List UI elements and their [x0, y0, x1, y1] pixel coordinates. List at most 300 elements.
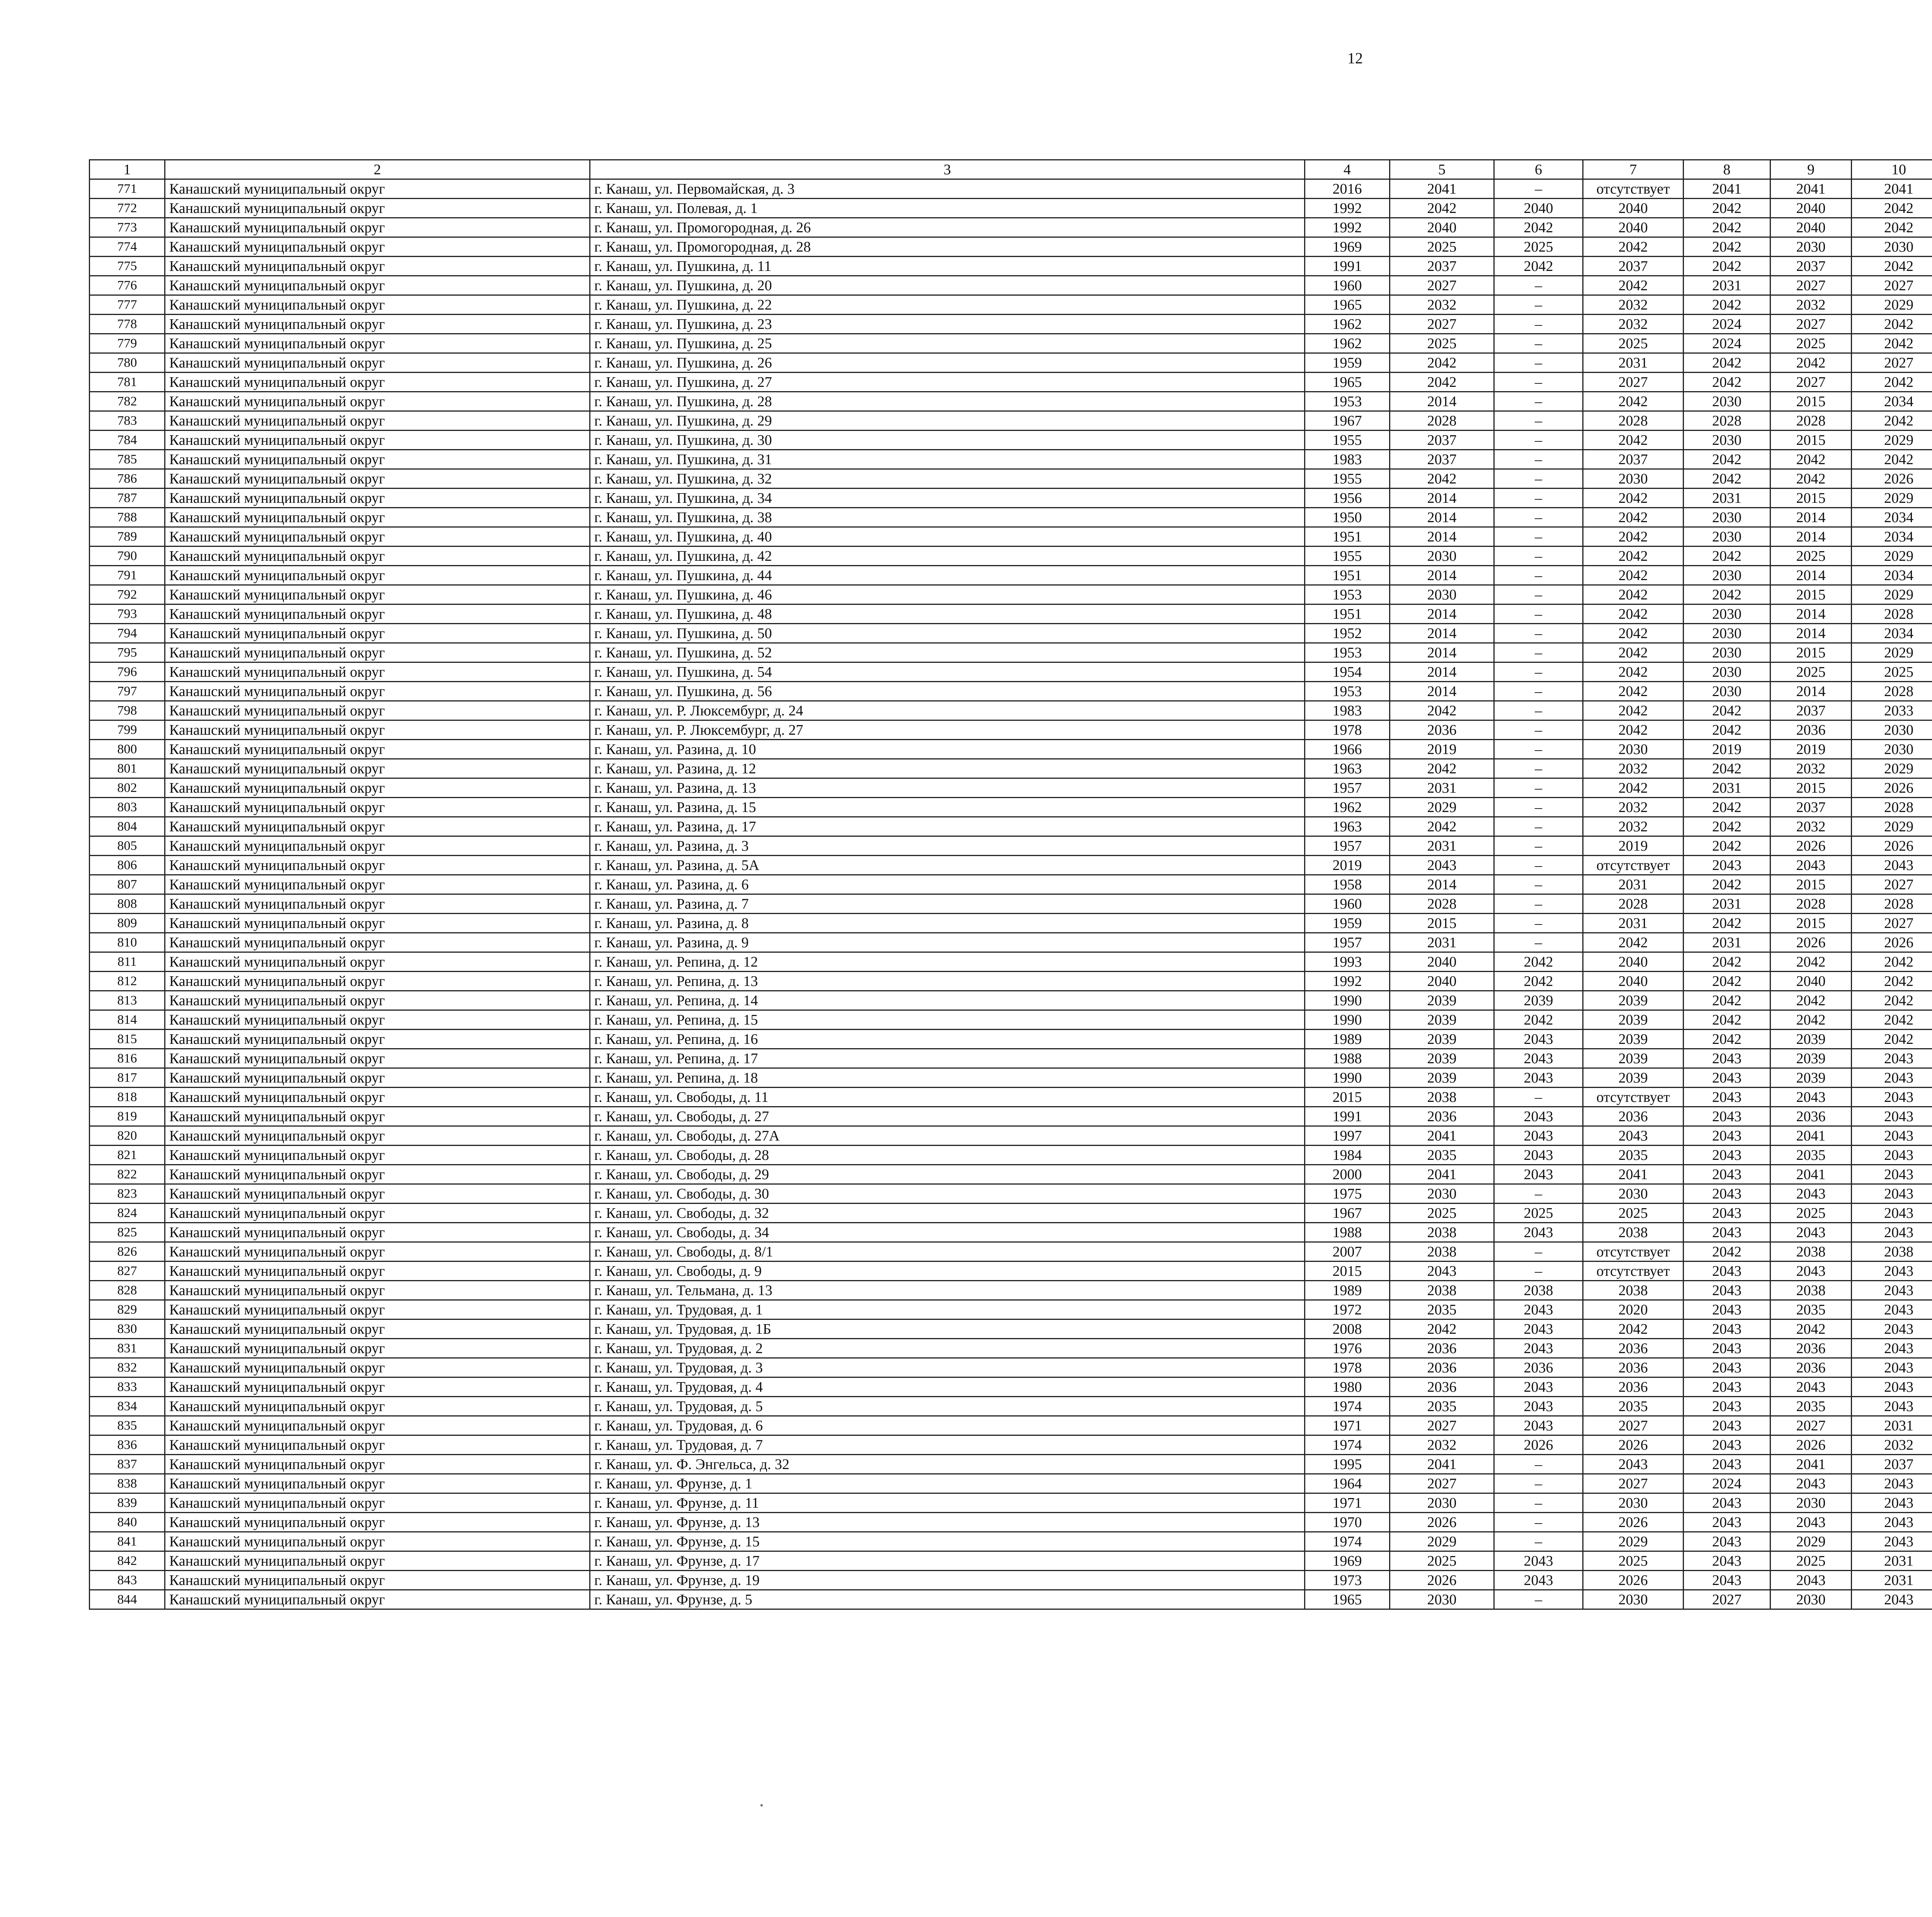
table-cell-col-2: Канашский муниципальный округ	[165, 392, 590, 411]
table-cell-col-2: Канашский муниципальный округ	[165, 1339, 590, 1358]
table-cell-col-5: 2014	[1390, 624, 1494, 643]
table-cell-col-8: 2043	[1684, 1416, 1770, 1435]
table-cell-col-3: г. Канаш, ул. Разина, д. 15	[590, 798, 1305, 817]
table-cell-col-9: 2026	[1770, 836, 1852, 856]
table-cell-col-10: 2031	[1852, 1571, 1932, 1590]
table-cell-col-10: 2028	[1852, 682, 1932, 701]
table-cell-col-3: г. Канаш, ул. Разина, д. 12	[590, 759, 1305, 778]
table-cell-col-7: 2028	[1583, 894, 1684, 914]
table-row	[90, 1474, 1932, 1493]
table-cell-col-6: –	[1494, 798, 1583, 817]
table-cell-col-5: 2014	[1390, 875, 1494, 894]
table-cell-col-6: –	[1494, 856, 1583, 875]
table-cell-col-3: г. Канаш, ул. Репина, д. 14	[590, 991, 1305, 1010]
table-cell-col-6: –	[1494, 1513, 1583, 1532]
table-cell-col-9: 2025	[1770, 546, 1852, 566]
table-cell-col-9: 2030	[1770, 237, 1852, 257]
table-cell-col-10: 2027	[1852, 875, 1932, 894]
table-cell-col-5: 2014	[1390, 508, 1494, 527]
table-cell-col-7: 2039	[1583, 1068, 1684, 1088]
table-cell-col-2: Канашский муниципальный округ	[165, 662, 590, 682]
table-cell-col-4: 1960	[1305, 276, 1390, 295]
table-cell-col-9: 2039	[1770, 1030, 1852, 1049]
table-cell-col-10: 2043	[1852, 1146, 1932, 1165]
table-row	[90, 315, 1932, 334]
table-cell-col-4: 2008	[1305, 1319, 1390, 1339]
table-cell-col-1: 801	[90, 759, 165, 778]
table-row	[90, 566, 1932, 585]
table-cell-col-7: 2041	[1583, 1165, 1684, 1184]
table-row	[90, 1513, 1932, 1532]
table-row	[90, 1416, 1932, 1435]
table-cell-col-9: 2029	[1770, 1532, 1852, 1551]
table-cell-col-1: 809	[90, 914, 165, 933]
table-cell-col-9: 2027	[1770, 276, 1852, 295]
table-cell-col-1: 778	[90, 315, 165, 334]
table-cell-col-3: г. Канаш, ул. Репина, д. 17	[590, 1049, 1305, 1068]
table-cell-col-2: Канашский муниципальный округ	[165, 1010, 590, 1030]
table-cell-col-3: г. Канаш, ул. Фрунзе, д. 5	[590, 1590, 1305, 1609]
table-cell-col-9: 2026	[1770, 933, 1852, 952]
table-cell-col-9: 2027	[1770, 1416, 1852, 1435]
table-cell-col-4: 1972	[1305, 1300, 1390, 1319]
table-cell-col-4: 1990	[1305, 991, 1390, 1010]
table-cell-col-2: Канашский муниципальный округ	[165, 1455, 590, 1474]
table-cell-col-10: 2043	[1852, 1049, 1932, 1068]
table-row	[90, 237, 1932, 257]
table-cell-col-8: 2042	[1684, 914, 1770, 933]
table-cell-col-9: 2015	[1770, 585, 1852, 604]
table-cell-col-3: г. Канаш, ул. Полевая, д. 1	[590, 199, 1305, 218]
table-cell-col-5: 2036	[1390, 1107, 1494, 1126]
table-cell-col-3: г. Канаш, ул. Промогородная, д. 28	[590, 237, 1305, 257]
table-cell-col-8: 2042	[1684, 373, 1770, 392]
table-cell-col-10: 2034	[1852, 566, 1932, 585]
table-cell-col-4: 1993	[1305, 952, 1390, 972]
table-cell-col-3: г. Канаш, ул. Пушкина, д. 26	[590, 353, 1305, 373]
table-cell-col-10: 2034	[1852, 527, 1932, 546]
table-cell-col-7: 2030	[1583, 1493, 1684, 1513]
table-cell-col-1: 810	[90, 933, 165, 952]
buildings-table	[89, 159, 1932, 1610]
table-cell-col-6: 2042	[1494, 257, 1583, 276]
table-cell-col-4: 1967	[1305, 411, 1390, 431]
table-cell-col-10: 2042	[1852, 199, 1932, 218]
table-cell-col-8: 2030	[1684, 624, 1770, 643]
table-cell-col-2: Канашский муниципальный округ	[165, 1146, 590, 1165]
table-cell-col-8: 2042	[1684, 817, 1770, 836]
table-cell-col-3: г. Канаш, ул. Свободы, д. 27	[590, 1107, 1305, 1126]
table-cell-col-5: 2039	[1390, 1030, 1494, 1049]
table-cell-col-7: отсутствует	[1583, 856, 1684, 875]
table-body	[90, 179, 1932, 1609]
table-cell-col-5: 2014	[1390, 527, 1494, 546]
table-cell-col-8: 2043	[1684, 1184, 1770, 1204]
table-cell-col-4: 1965	[1305, 1590, 1390, 1609]
table-cell-col-10: 2034	[1852, 392, 1932, 411]
table-cell-col-9: 2040	[1770, 972, 1852, 991]
table-cell-col-7: 2042	[1583, 508, 1684, 527]
table-cell-col-7: 2030	[1583, 469, 1684, 489]
table-cell-col-4: 2007	[1305, 1242, 1390, 1262]
table-cell-col-4: 1976	[1305, 1339, 1390, 1358]
table-row	[90, 1397, 1932, 1416]
table-cell-col-3: г. Канаш, ул. Пушкина, д. 28	[590, 392, 1305, 411]
table-cell-col-7: 2038	[1583, 1281, 1684, 1300]
table-row	[90, 1551, 1932, 1571]
table-cell-col-9: 2042	[1770, 1319, 1852, 1339]
table-cell-col-7: отсутствует	[1583, 1242, 1684, 1262]
table-cell-col-6: –	[1494, 334, 1583, 353]
table-cell-col-2: Канашский муниципальный округ	[165, 933, 590, 952]
table-cell-col-10: 2026	[1852, 933, 1932, 952]
table-cell-col-2: Канашский муниципальный округ	[165, 353, 590, 373]
table-cell-col-6: 2042	[1494, 218, 1583, 237]
table-cell-col-5: 2037	[1390, 257, 1494, 276]
table-cell-col-9: 2037	[1770, 257, 1852, 276]
table-cell-col-7: 2042	[1583, 604, 1684, 624]
table-cell-col-4: 1991	[1305, 1107, 1390, 1126]
table-cell-col-8: 2042	[1684, 798, 1770, 817]
table-cell-col-8: 2030	[1684, 392, 1770, 411]
table-cell-col-4: 1992	[1305, 199, 1390, 218]
table-cell-col-9: 2042	[1770, 1010, 1852, 1030]
table-cell-col-1: 781	[90, 373, 165, 392]
table-cell-col-10: 2042	[1852, 218, 1932, 237]
table-cell-col-3: г. Канаш, ул. Трудовая, д. 7	[590, 1435, 1305, 1455]
table-cell-col-4: 2015	[1305, 1262, 1390, 1281]
table-cell-col-8: 2042	[1684, 469, 1770, 489]
table-cell-col-8: 2043	[1684, 1435, 1770, 1455]
table-cell-col-7: 2036	[1583, 1377, 1684, 1397]
table-cell-col-5: 2043	[1390, 856, 1494, 875]
table-cell-col-5: 2035	[1390, 1300, 1494, 1319]
table-row	[90, 1165, 1932, 1184]
table-cell-col-6: 2043	[1494, 1107, 1583, 1126]
table-cell-col-9: 2038	[1770, 1242, 1852, 1262]
table-row	[90, 662, 1932, 682]
table-cell-col-7: 2042	[1583, 1319, 1684, 1339]
table-cell-col-6: 2043	[1494, 1068, 1583, 1088]
table-row	[90, 817, 1932, 836]
table-cell-col-2: Канашский муниципальный округ	[165, 759, 590, 778]
table-cell-col-8: 2043	[1684, 1223, 1770, 1242]
table-cell-col-7: 2042	[1583, 527, 1684, 546]
table-cell-col-8: 2031	[1684, 894, 1770, 914]
table-cell-col-2: Канашский муниципальный округ	[165, 1107, 590, 1126]
table-cell-col-5: 2039	[1390, 1068, 1494, 1088]
table-cell-col-10: 2031	[1852, 1551, 1932, 1571]
table-cell-col-2: Канашский муниципальный округ	[165, 894, 590, 914]
table-cell-col-9: 2025	[1770, 334, 1852, 353]
table-cell-col-1: 837	[90, 1455, 165, 1474]
table-cell-col-6: –	[1494, 817, 1583, 836]
table-cell-col-9: 2042	[1770, 353, 1852, 373]
table-cell-col-5: 2041	[1390, 1165, 1494, 1184]
table-cell-col-7: 2039	[1583, 1030, 1684, 1049]
table-cell-col-5: 2035	[1390, 1146, 1494, 1165]
table-cell-col-3: г. Канаш, ул. Пушкина, д. 23	[590, 315, 1305, 334]
table-cell-col-2: Канашский муниципальный округ	[165, 836, 590, 856]
table-cell-col-10: 2028	[1852, 604, 1932, 624]
table-cell-col-4: 1975	[1305, 1184, 1390, 1204]
table-cell-col-3: г. Канаш, ул. Пушкина, д. 11	[590, 257, 1305, 276]
table-cell-col-3: г. Канаш, ул. Р. Люксембург, д. 24	[590, 701, 1305, 720]
table-cell-col-4: 1965	[1305, 373, 1390, 392]
table-cell-col-3: г. Канаш, ул. Пушкина, д. 32	[590, 469, 1305, 489]
table-cell-col-6: –	[1494, 759, 1583, 778]
table-cell-col-1: 772	[90, 199, 165, 218]
table-cell-col-6: 2042	[1494, 972, 1583, 991]
table-cell-col-7: 2035	[1583, 1397, 1684, 1416]
table-cell-col-4: 2016	[1305, 179, 1390, 199]
table-cell-col-4: 1990	[1305, 1068, 1390, 1088]
table-cell-col-1: 773	[90, 218, 165, 237]
table-cell-col-8: 2042	[1684, 199, 1770, 218]
table-cell-col-5: 2039	[1390, 1010, 1494, 1030]
table-cell-col-10: 2042	[1852, 991, 1932, 1010]
table-cell-col-5: 2019	[1390, 740, 1494, 759]
table-cell-col-2: Канашский муниципальный округ	[165, 817, 590, 836]
column-header-3: 3	[590, 160, 1305, 179]
table-cell-col-5: 2031	[1390, 778, 1494, 798]
table-cell-col-8: 2043	[1684, 1377, 1770, 1397]
table-cell-col-7: 2030	[1583, 1590, 1684, 1609]
table-cell-col-4: 1957	[1305, 933, 1390, 952]
table-cell-col-7: 2037	[1583, 257, 1684, 276]
table-cell-col-5: 2041	[1390, 179, 1494, 199]
table-cell-col-10: 2043	[1852, 1474, 1932, 1493]
table-cell-col-8: 2028	[1684, 411, 1770, 431]
table-cell-col-6: –	[1494, 450, 1583, 469]
table-cell-col-9: 2042	[1770, 991, 1852, 1010]
table-cell-col-8: 2043	[1684, 1281, 1770, 1300]
table-row	[90, 508, 1932, 527]
table-cell-col-5: 2040	[1390, 972, 1494, 991]
table-cell-col-7: 2039	[1583, 1049, 1684, 1068]
table-cell-col-8: 2043	[1684, 1165, 1770, 1184]
table-cell-col-3: г. Канаш, ул. Пушкина, д. 20	[590, 276, 1305, 295]
table-cell-col-4: 1991	[1305, 257, 1390, 276]
table-cell-col-8: 2043	[1684, 1571, 1770, 1590]
table-cell-col-4: 1952	[1305, 624, 1390, 643]
table-cell-col-8: 2030	[1684, 662, 1770, 682]
table-cell-col-1: 779	[90, 334, 165, 353]
table-cell-col-6: 2025	[1494, 237, 1583, 257]
table-cell-col-3: г. Канаш, ул. Трудовая, д. 3	[590, 1358, 1305, 1377]
table-cell-col-2: Канашский муниципальный округ	[165, 1358, 590, 1377]
table-cell-col-6: 2043	[1494, 1049, 1583, 1068]
table-cell-col-9: 2014	[1770, 566, 1852, 585]
table-cell-col-7: 2025	[1583, 1551, 1684, 1571]
table-cell-col-2: Канашский муниципальный округ	[165, 1030, 590, 1049]
table-cell-col-7: 2030	[1583, 740, 1684, 759]
table-cell-col-9: 2027	[1770, 373, 1852, 392]
table-cell-col-8: 2027	[1684, 1590, 1770, 1609]
table-cell-col-2: Канашский муниципальный округ	[165, 875, 590, 894]
table-row	[90, 856, 1932, 875]
table-cell-col-2: Канашский муниципальный округ	[165, 1319, 590, 1339]
table-cell-col-10: 2029	[1852, 431, 1932, 450]
table-cell-col-3: г. Канаш, ул. Пушкина, д. 44	[590, 566, 1305, 585]
table-cell-col-7: 2025	[1583, 334, 1684, 353]
table-cell-col-8: 2042	[1684, 257, 1770, 276]
table-cell-col-4: 1989	[1305, 1281, 1390, 1300]
table-cell-col-10: 2043	[1852, 1493, 1932, 1513]
table-row	[90, 469, 1932, 489]
table-cell-col-7: 2028	[1583, 411, 1684, 431]
table-cell-col-5: 2027	[1390, 1416, 1494, 1435]
column-header-1: 1	[90, 160, 165, 179]
table-row	[90, 1010, 1932, 1030]
table-cell-col-7: 2036	[1583, 1358, 1684, 1377]
table-cell-col-2: Канашский муниципальный округ	[165, 411, 590, 431]
table-cell-col-2: Канашский муниципальный округ	[165, 373, 590, 392]
table-cell-col-5: 2014	[1390, 392, 1494, 411]
table-cell-col-6: –	[1494, 604, 1583, 624]
table-cell-col-9: 2040	[1770, 199, 1852, 218]
table-row	[90, 798, 1932, 817]
table-cell-col-3: г. Канаш, ул. Пушкина, д. 40	[590, 527, 1305, 546]
table-cell-col-1: 818	[90, 1088, 165, 1107]
table-cell-col-9: 2043	[1770, 1474, 1852, 1493]
table-cell-col-5: 2027	[1390, 1474, 1494, 1493]
table-cell-col-4: 1951	[1305, 527, 1390, 546]
table-cell-col-4: 1964	[1305, 1474, 1390, 1493]
table-cell-col-2: Канашский муниципальный округ	[165, 643, 590, 662]
table-cell-col-2: Канашский муниципальный округ	[165, 1242, 590, 1262]
table-cell-col-1: 816	[90, 1049, 165, 1068]
table-cell-col-3: г. Канаш, ул. Свободы, д. 30	[590, 1184, 1305, 1204]
table-cell-col-10: 2028	[1852, 894, 1932, 914]
table-cell-col-1: 775	[90, 257, 165, 276]
table-cell-col-7: 2032	[1583, 295, 1684, 315]
table-cell-col-10: 2027	[1852, 914, 1932, 933]
table-cell-col-10: 2043	[1852, 1204, 1932, 1223]
table-cell-col-10: 2030	[1852, 237, 1932, 257]
table-cell-col-2: Канашский муниципальный округ	[165, 991, 590, 1010]
table-row	[90, 991, 1932, 1010]
table-cell-col-2: Канашский муниципальный округ	[165, 720, 590, 740]
table-cell-col-5: 2030	[1390, 546, 1494, 566]
table-cell-col-2: Канашский муниципальный округ	[165, 257, 590, 276]
table-cell-col-6: –	[1494, 1455, 1583, 1474]
table-cell-col-5: 2025	[1390, 1551, 1494, 1571]
table-row	[90, 1262, 1932, 1281]
table-cell-col-1: 794	[90, 624, 165, 643]
table-row	[90, 759, 1932, 778]
table-cell-col-10: 2043	[1852, 1358, 1932, 1377]
table-cell-col-3: г. Канаш, ул. Трудовая, д. 6	[590, 1416, 1305, 1435]
table-cell-col-7: 2027	[1583, 373, 1684, 392]
table-cell-col-2: Канашский муниципальный округ	[165, 1223, 590, 1242]
table-cell-col-10: 2043	[1852, 1532, 1932, 1551]
table-cell-col-9: 2025	[1770, 662, 1852, 682]
table-cell-col-6: –	[1494, 682, 1583, 701]
table-row	[90, 1184, 1932, 1204]
table-cell-col-6: 2036	[1494, 1358, 1583, 1377]
table-cell-col-7: 2025	[1583, 1204, 1684, 1223]
table-cell-col-2: Канашский муниципальный округ	[165, 1416, 590, 1435]
table-cell-col-7: отсутствует	[1583, 1088, 1684, 1107]
table-cell-col-10: 2042	[1852, 1010, 1932, 1030]
table-cell-col-9: 2043	[1770, 1262, 1852, 1281]
table-cell-col-7: 2042	[1583, 778, 1684, 798]
table-cell-col-1: 827	[90, 1262, 165, 1281]
table-cell-col-1: 782	[90, 392, 165, 411]
table-cell-col-4: 1953	[1305, 682, 1390, 701]
table-cell-col-5: 2040	[1390, 952, 1494, 972]
table-cell-col-8: 2030	[1684, 604, 1770, 624]
table-row	[90, 276, 1932, 295]
table-cell-col-1: 774	[90, 237, 165, 257]
table-cell-col-1: 838	[90, 1474, 165, 1493]
table-cell-col-3: г. Канаш, ул. Фрунзе, д. 19	[590, 1571, 1305, 1590]
table-cell-col-7: 2031	[1583, 875, 1684, 894]
table-cell-col-10: 2030	[1852, 740, 1932, 759]
table-cell-col-7: 2019	[1583, 836, 1684, 856]
table-cell-col-5: 2036	[1390, 1339, 1494, 1358]
table-cell-col-6: –	[1494, 315, 1583, 334]
table-cell-col-10: 2043	[1852, 1088, 1932, 1107]
table-cell-col-2: Канашский муниципальный округ	[165, 276, 590, 295]
table-cell-col-6: 2043	[1494, 1319, 1583, 1339]
table-cell-col-3: г. Канаш, ул. Фрунзе, д. 11	[590, 1493, 1305, 1513]
table-cell-col-10: 2029	[1852, 643, 1932, 662]
table-cell-col-8: 2043	[1684, 1146, 1770, 1165]
table-cell-col-9: 2032	[1770, 759, 1852, 778]
table-cell-col-7: 2042	[1583, 276, 1684, 295]
table-cell-col-2: Канашский муниципальный округ	[165, 914, 590, 933]
table-cell-col-8: 2042	[1684, 759, 1770, 778]
table-cell-col-2: Канашский муниципальный округ	[165, 179, 590, 199]
table-cell-col-5: 2042	[1390, 1319, 1494, 1339]
table-cell-col-10: 2029	[1852, 489, 1932, 508]
table-cell-col-5: 2036	[1390, 1377, 1494, 1397]
table-cell-col-5: 2029	[1390, 798, 1494, 817]
table-cell-col-4: 1974	[1305, 1532, 1390, 1551]
table-cell-col-4: 1959	[1305, 353, 1390, 373]
table-cell-col-4: 1971	[1305, 1493, 1390, 1513]
table-row	[90, 353, 1932, 373]
table-cell-col-3: г. Канаш, ул. Трудовая, д. 4	[590, 1377, 1305, 1397]
table-cell-col-5: 2030	[1390, 585, 1494, 604]
table-cell-col-7: 2035	[1583, 1146, 1684, 1165]
table-cell-col-9: 2036	[1770, 1107, 1852, 1126]
table-cell-col-1: 788	[90, 508, 165, 527]
table-row	[90, 527, 1932, 546]
table-cell-col-8: 2043	[1684, 1088, 1770, 1107]
table-cell-col-4: 1953	[1305, 585, 1390, 604]
table-cell-col-2: Канашский муниципальный округ	[165, 1493, 590, 1513]
table-cell-col-1: 802	[90, 778, 165, 798]
table-cell-col-9: 2027	[1770, 315, 1852, 334]
table-cell-col-3: г. Канаш, ул. Пушкина, д. 27	[590, 373, 1305, 392]
table-cell-col-4: 1995	[1305, 1455, 1390, 1474]
table-row	[90, 1242, 1932, 1262]
table-cell-col-6: –	[1494, 1262, 1583, 1281]
table-cell-col-5: 2030	[1390, 1493, 1494, 1513]
table-cell-col-8: 2042	[1684, 701, 1770, 720]
table-cell-col-4: 1978	[1305, 720, 1390, 740]
table-cell-col-2: Канашский муниципальный округ	[165, 740, 590, 759]
table-cell-col-8: 2042	[1684, 720, 1770, 740]
table-cell-col-9: 2014	[1770, 527, 1852, 546]
table-cell-col-1: 777	[90, 295, 165, 315]
table-cell-col-10: 2034	[1852, 508, 1932, 527]
table-cell-col-1: 812	[90, 972, 165, 991]
table-cell-col-7: 2042	[1583, 701, 1684, 720]
